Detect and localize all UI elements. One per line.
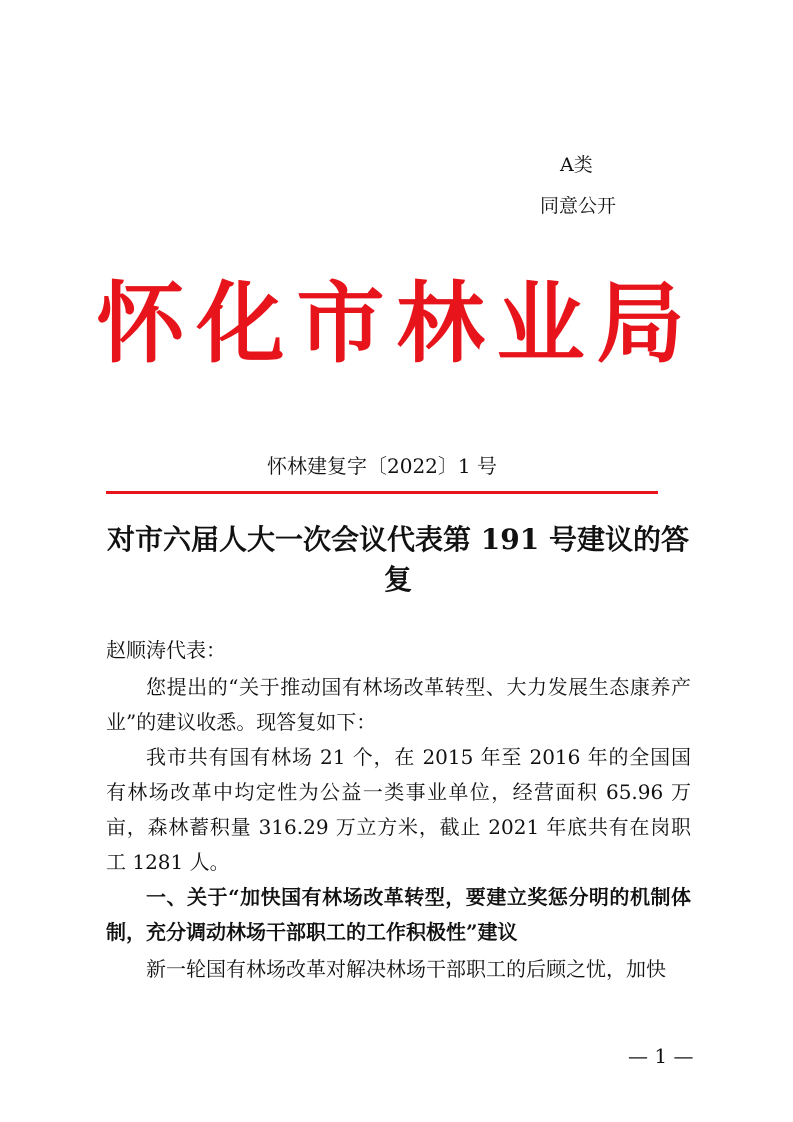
disclosure-status: 同意公开	[540, 195, 617, 217]
paragraph-section-1-start: 新一轮国有林场改革对解决林场干部职工的后顾之忧，加快	[146, 957, 666, 981]
classification-mark: A类	[560, 154, 593, 176]
organization-header: 怀化市林业局	[96, 271, 697, 375]
paragraph-forest-farm-overview: 我市共有国有林场 21 个，在 2015 年至 2016 年的全国国有林场改革中均定性为公益一类事业单位，经营面积 65.96 万亩，森林蓄积量 316.29 万立方米，截止 2021 年底共有在岗职工 1281 人。	[106, 745, 691, 874]
section-heading-1: 一、关于“加快国有林场改革转型，要建立奖惩分明的机制体制，充分调动林场干部职工的工作积极性”建议	[106, 885, 691, 944]
red-divider-line	[106, 491, 658, 494]
salutation: 赵顺涛代表：	[106, 638, 226, 662]
page-number: — 1 —	[628, 1044, 694, 1068]
paragraph-acknowledgement: 您提出的“关于推动国有林场改革转型、大力发展生态康养产业”的建议收悉。现答复如下：	[106, 675, 691, 734]
document-number: 怀林建复字〔2022〕1 号	[267, 454, 497, 478]
reply-title: 对市六届人大一次会议代表第 191 号建议的答复	[107, 523, 689, 596]
